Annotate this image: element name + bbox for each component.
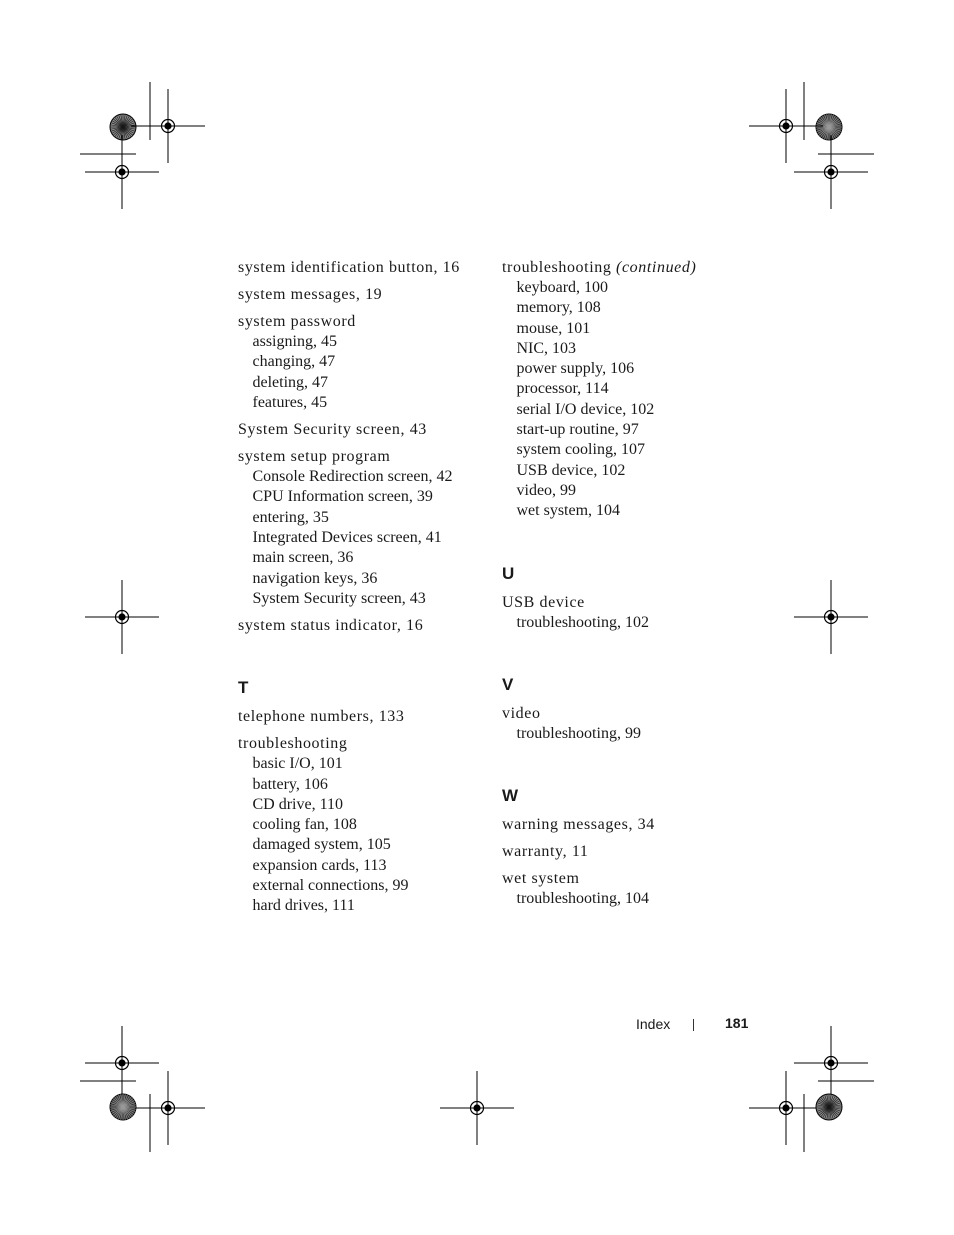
index-term-text: system password <box>238 313 356 330</box>
index-main-term <box>502 592 762 613</box>
index-entry <box>238 257 488 278</box>
index-entry <box>238 733 488 916</box>
index-subentry: damaged system, 105 <box>252 836 391 854</box>
crosshair-dot <box>827 1059 834 1066</box>
index-main-term <box>502 814 762 835</box>
index-letter-heading: V <box>502 674 514 694</box>
index-entry <box>502 703 762 744</box>
index-main-term <box>238 419 488 440</box>
crosshair-dot <box>473 1104 480 1111</box>
index-entry <box>238 446 488 609</box>
index-entry <box>238 284 488 305</box>
index-subentry: wet system, 104 <box>516 502 621 520</box>
index-subentry: troubleshooting, 99 <box>516 724 641 742</box>
index-term-text: troubleshooting <box>238 735 348 753</box>
index-main-term <box>238 706 488 727</box>
index-subentry: changing, 47 <box>252 353 336 371</box>
index-letter-heading: W <box>502 786 519 806</box>
index-entry <box>238 419 488 440</box>
index-subentry: assigning, 45 <box>252 333 337 350</box>
footer-section-label: Index <box>636 1016 671 1032</box>
index-term-text: video <box>502 704 541 722</box>
crosshair-dot <box>164 122 171 129</box>
index-entry <box>238 706 488 727</box>
index-term-text: warning messages, 34 <box>502 816 655 834</box>
index-main-term <box>502 703 762 724</box>
index-term-text: system identification button, 16 <box>238 259 460 276</box>
index-term-text: troubleshooting <box>502 259 617 276</box>
index-main-term <box>238 615 488 636</box>
index-subentry: entering, 35 <box>252 508 329 526</box>
index-subentry: hard drives, 111 <box>252 897 355 915</box>
index-subentry: start-up routine, 97 <box>516 421 639 439</box>
index-subentry: serial I/O device, 102 <box>516 400 655 418</box>
index-term-text: system status indicator, 16 <box>238 617 424 635</box>
index-main-term <box>502 257 762 278</box>
index-subentry: USB device, 102 <box>516 461 626 479</box>
crosshair-dot <box>118 613 125 620</box>
index-term-text: system setup program <box>238 448 391 466</box>
index-main-term <box>502 841 762 862</box>
index-subentry: expansion cards, 113 <box>252 856 387 874</box>
index-entry <box>238 615 488 636</box>
crosshair-dot <box>827 168 834 175</box>
index-subentry: features, 45 <box>252 393 328 411</box>
index-subentry: troubleshooting, 104 <box>516 890 649 908</box>
index-subentry: cooling fan, 108 <box>252 816 357 834</box>
index-subentry: deleting, 47 <box>252 373 329 391</box>
index-entry <box>502 592 762 633</box>
index-subentry: Console Redirection screen, 42 <box>252 468 453 486</box>
index-subentry: navigation keys, 36 <box>252 569 378 587</box>
crosshair-dot <box>782 122 789 129</box>
index-term-text: warranty, 11 <box>502 843 589 861</box>
index-subentry: main screen, 36 <box>252 549 354 567</box>
index-subentry: power supply, 106 <box>516 360 635 378</box>
index-subentry: external connections, 99 <box>252 877 409 895</box>
index-subentry: troubleshooting, 102 <box>516 613 649 631</box>
index-main-term <box>238 284 488 305</box>
page-number: 181 <box>725 1015 749 1031</box>
index-main-term <box>238 446 488 467</box>
index-subentry: basic I/O, 101 <box>252 755 343 773</box>
index-subentry: System Security screen, 43 <box>252 589 426 607</box>
index-entry <box>502 841 762 862</box>
index-subentry: CD drive, 110 <box>252 795 344 813</box>
index-letter-heading: T <box>238 678 249 698</box>
index-main-term <box>502 868 762 889</box>
index-term-text: telephone numbers, 133 <box>238 708 405 726</box>
continued-note: (continued) <box>616 259 697 276</box>
page-footer <box>0 1015 954 1035</box>
crosshair-dot <box>827 613 834 620</box>
index-column-left <box>238 257 488 923</box>
index-subentry: mouse, 101 <box>516 319 591 337</box>
index-subentry: CPU Information screen, 39 <box>252 488 433 506</box>
index-subentry: memory, 108 <box>516 299 601 317</box>
index-main-term <box>238 733 488 754</box>
crosshair-dot <box>164 1104 171 1111</box>
index-column-right <box>502 257 762 915</box>
index-subentry: Integrated Devices screen, 41 <box>252 529 442 547</box>
index-subentry: battery, 106 <box>252 775 328 793</box>
index-subentry: system cooling, 107 <box>516 441 645 459</box>
index-subentry: video, 99 <box>516 481 577 499</box>
footer-divider <box>693 1019 694 1031</box>
index-entry <box>502 868 762 909</box>
index-entry <box>502 257 762 522</box>
index-subentry: keyboard, 100 <box>516 279 609 296</box>
index-subentry: NIC, 103 <box>516 339 577 357</box>
index-term-text: system messages, 19 <box>238 286 383 303</box>
index-letter-heading: U <box>502 563 515 583</box>
crosshair-dot <box>118 1059 125 1066</box>
index-subentry: processor, 114 <box>516 380 609 398</box>
crosshair-dot <box>118 168 125 175</box>
index-main-term <box>238 311 488 332</box>
index-term-text: wet system <box>502 870 580 888</box>
index-entry <box>502 814 762 835</box>
crosshair-dot <box>782 1104 789 1111</box>
index-entry <box>238 311 488 413</box>
index-term-text: USB device <box>502 593 585 611</box>
index-term-text: System Security screen, 43 <box>238 421 427 439</box>
index-main-term <box>238 257 488 278</box>
